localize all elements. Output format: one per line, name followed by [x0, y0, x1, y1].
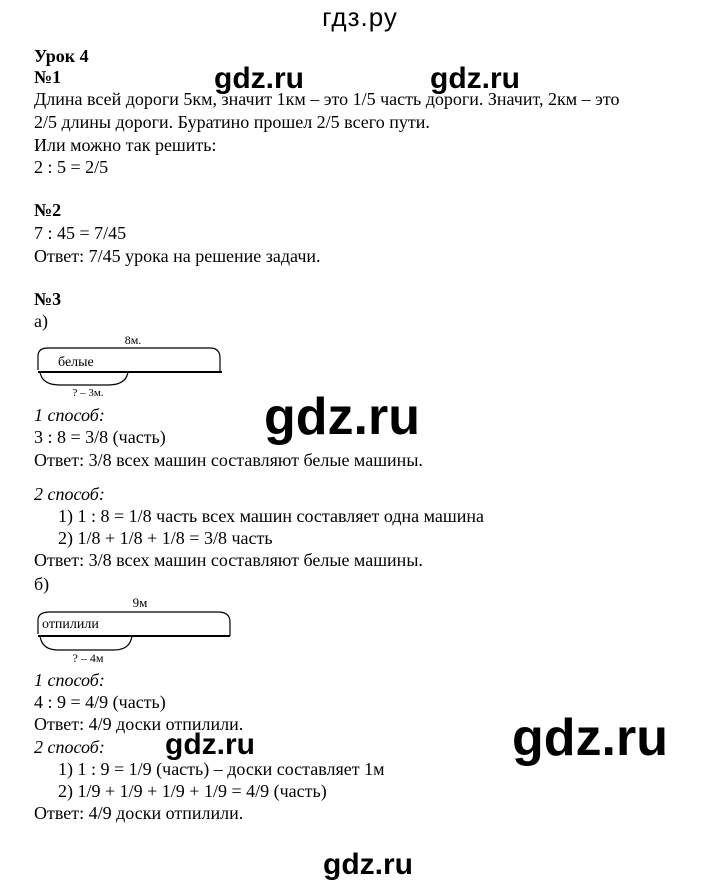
task-number: №2	[34, 200, 62, 220]
site-header: гдз.ру	[322, 2, 398, 32]
task-text-line: 2/5 длины дороги. Буратино прошел 2/5 всего пути.	[34, 112, 430, 132]
answer-line: Ответ: 3/8 всех машин составляют белые машины.	[34, 550, 423, 570]
diagram-segment-label: белые	[58, 355, 94, 370]
method-title: 1 способ:	[34, 405, 105, 425]
method-title: 1 способ:	[34, 670, 105, 690]
task-text-line: Ответ: 3/8 всех машин составляют белые машины.	[34, 450, 423, 470]
segment-diagram-b	[36, 594, 246, 670]
watermark: gdz.ru	[430, 62, 520, 95]
part-label: б)	[34, 574, 50, 594]
diagram-part-label: ? – 3м.	[72, 387, 104, 398]
watermark: gdz.ru	[165, 728, 255, 761]
watermark: gdz.ru	[264, 388, 420, 446]
method-title: 2 способ:	[34, 484, 105, 504]
lesson-title: Урок 4	[34, 46, 89, 66]
task-text-line: Ответ: 4/9 доски отпилили.	[34, 714, 244, 734]
diagram-total-label: 9м	[132, 595, 148, 610]
task-text-line: 4 : 9 = 4/9 (часть)	[34, 692, 166, 712]
task-text-line: 7 : 45 = 7/45	[34, 223, 127, 243]
task-text-line: Ответ: 7/45 урока на решение задачи.	[34, 246, 321, 266]
diagram-part-label: ? – 4м	[72, 651, 104, 665]
task-text-line: Или можно так решить:	[34, 135, 217, 155]
task-number: №3	[34, 289, 62, 309]
task-number: №1	[34, 67, 62, 87]
part-label: а)	[34, 311, 48, 331]
watermark: gdz.ru	[512, 709, 668, 767]
method-step: 1) 1 : 9 = 1/9 (часть) – доски составляет 1м	[58, 759, 385, 779]
method-step: 2) 1/9 + 1/9 + 1/9 + 1/9 = 4/9 (часть)	[58, 781, 327, 801]
segment-diagram-a	[36, 332, 236, 398]
method-step: 2) 1/8 + 1/8 + 1/8 = 3/8 часть	[58, 528, 273, 548]
diagram-total-label: 8м.	[124, 333, 142, 347]
part-brace	[40, 372, 128, 385]
task-text-line: 3 : 8 = 3/8 (часть)	[34, 427, 166, 447]
method-step: 1) 1 : 8 = 1/8 часть всех машин составляет одна машина	[58, 506, 485, 526]
task-text-line: 2 : 5 = 2/5	[34, 157, 109, 177]
diagram-segment-label: отпилили	[42, 617, 99, 632]
watermark: gdz.ru	[323, 848, 413, 881]
watermark: gdz.ru	[214, 62, 304, 95]
method-title: 2 способ:	[34, 737, 105, 757]
part-brace	[40, 636, 132, 650]
answer-line: Ответ: 4/9 доски отпилили.	[34, 803, 244, 823]
task-text-line: Длина всей дороги 5км, значит 1км – это 1/5 часть дороги. Значит, 2км – это	[34, 89, 620, 109]
